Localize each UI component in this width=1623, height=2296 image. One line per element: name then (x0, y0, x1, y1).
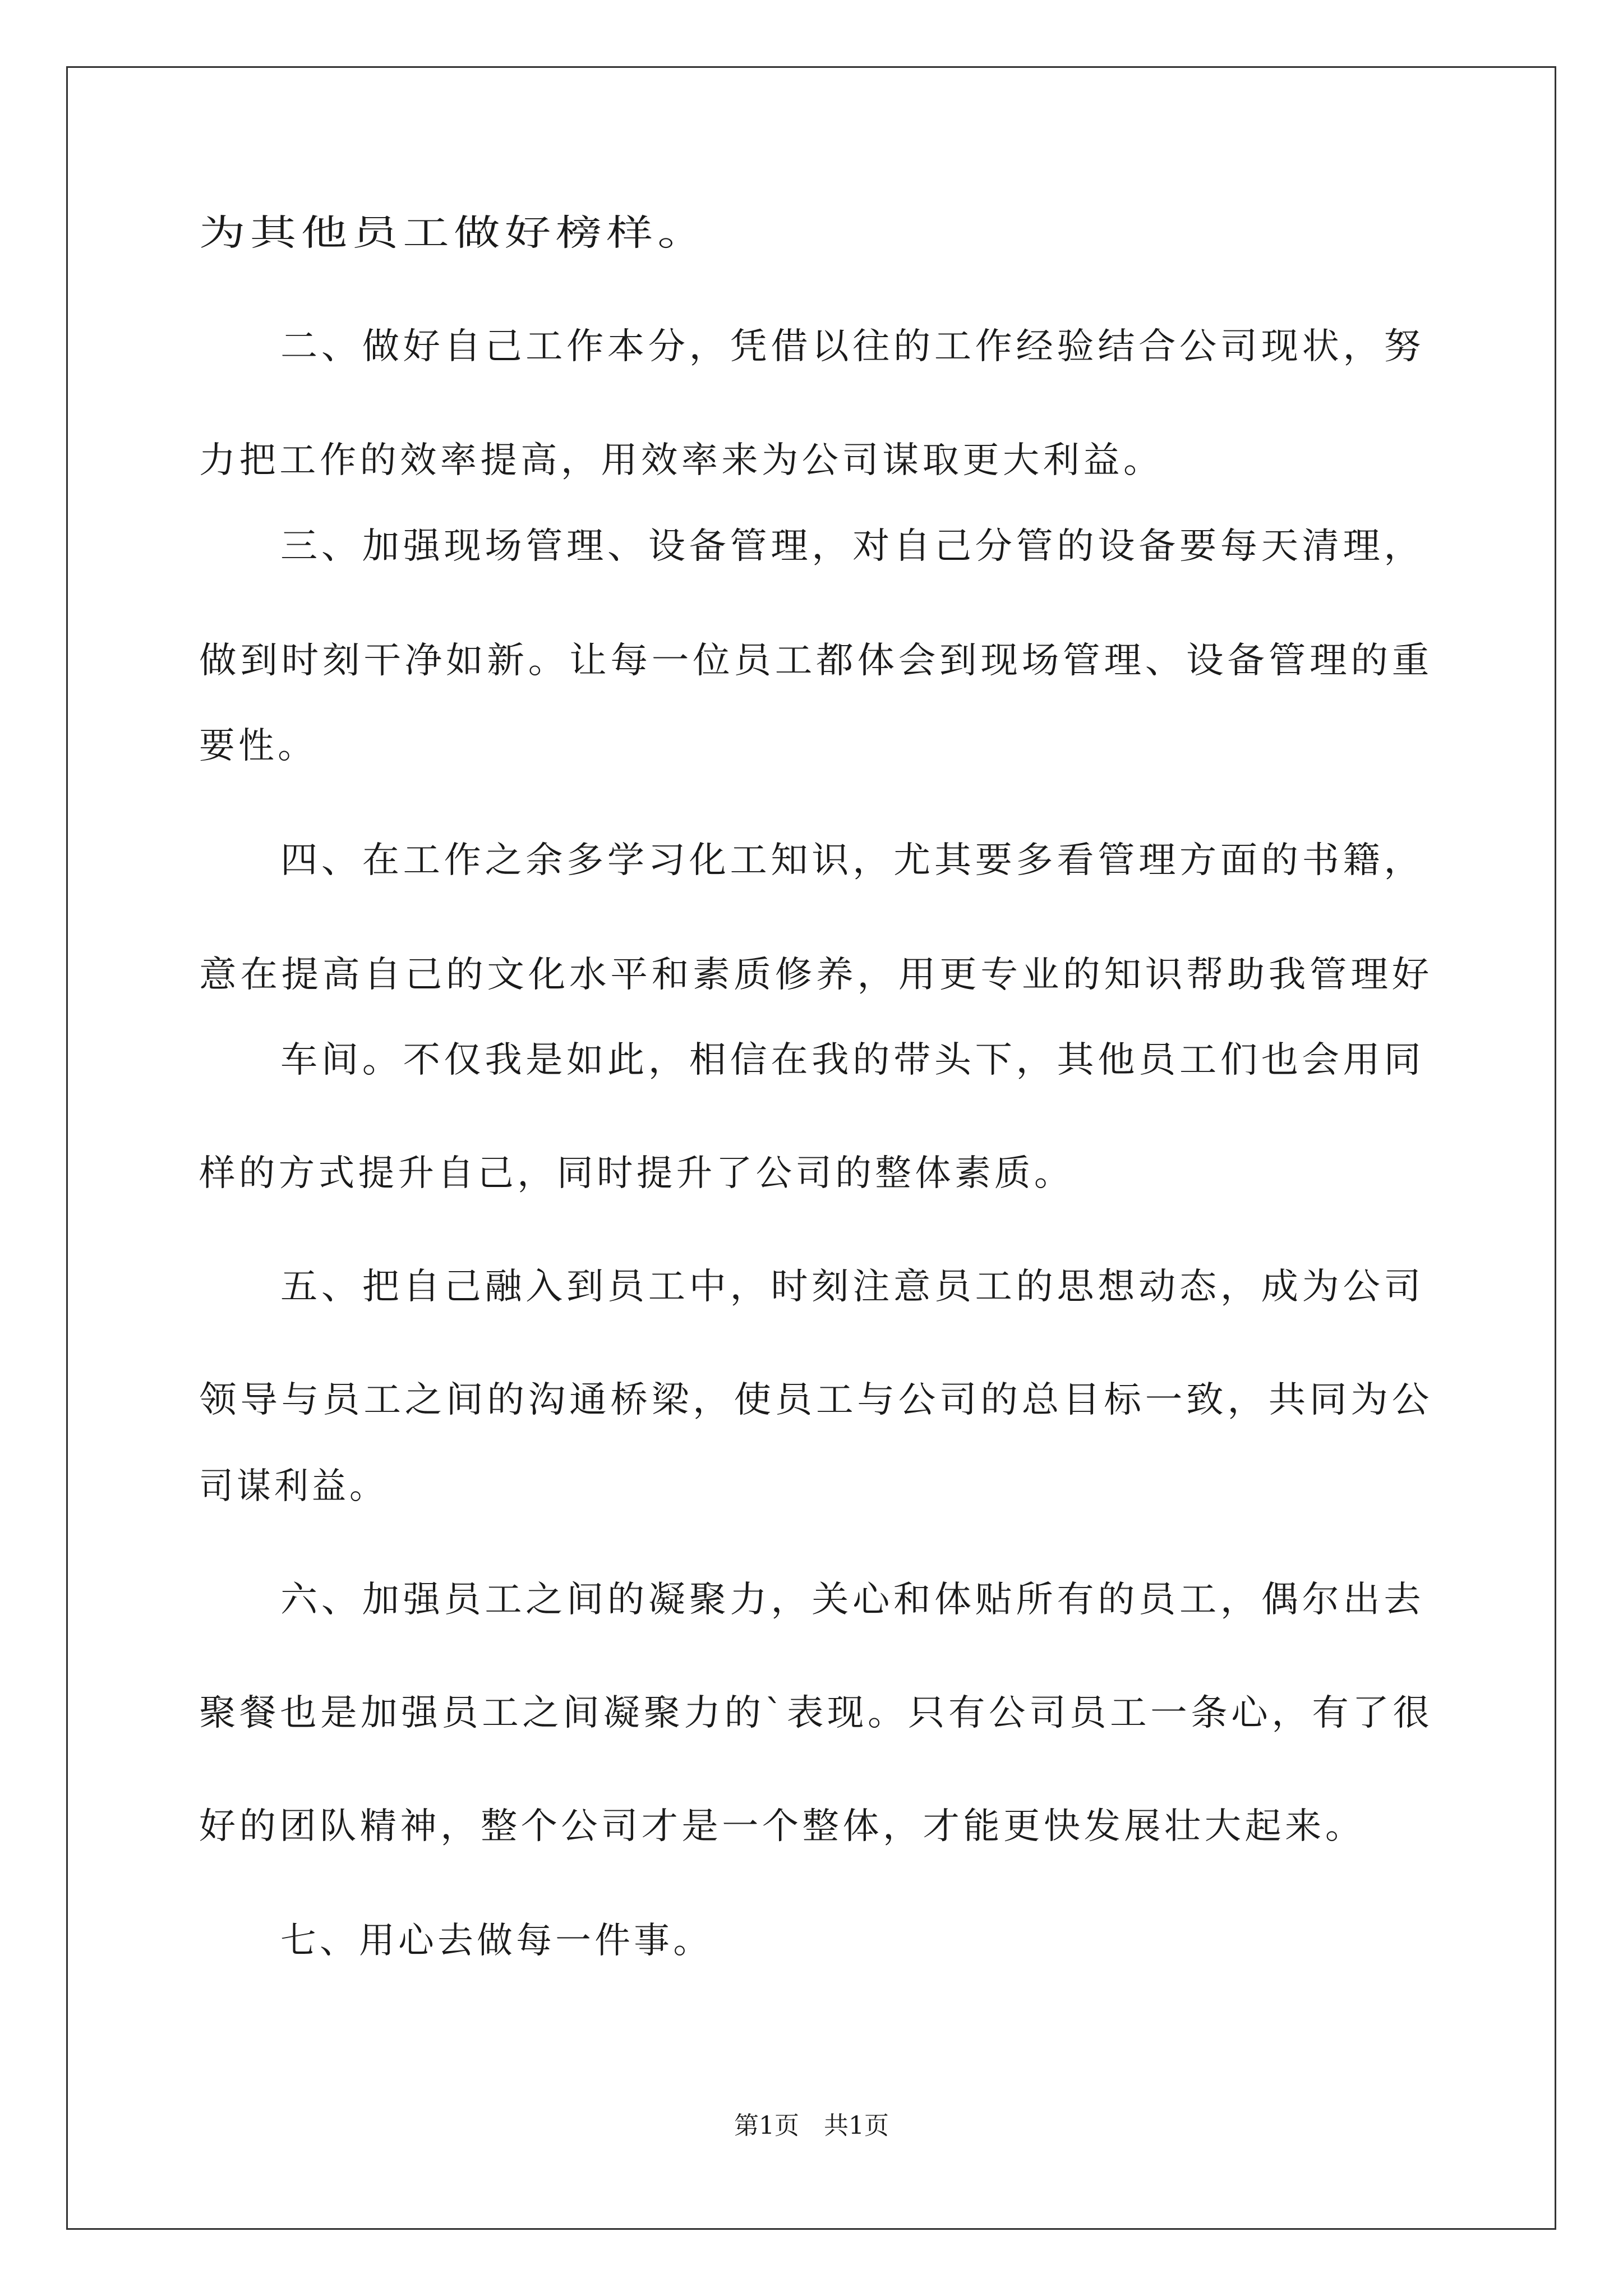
paragraph-line: 要性。 (199, 725, 317, 767)
paragraph-line: 二、做好自己工作本分，凭借以往的工作经验结合公司现状，努 (280, 326, 1425, 367)
paragraph-line: 三、加强现场管理、设备管理，对自己分管的设备要每天清理， (280, 526, 1425, 567)
paragraph-line: 七、用心去做每一件事。 (280, 1920, 713, 1962)
paragraph-line: 四、在工作之余多学习化工知识，尤其要多看管理方面的书籍， (280, 840, 1425, 881)
paragraph-line: 样的方式提升自己，同时提升了公司的整体素质。 (199, 1153, 1074, 1194)
paragraph-line: 力把工作的效率提高，用效率来为公司谋取更大利益。 (199, 440, 1164, 481)
paragraph-line: 做到时刻干净如新。让每一位员工都体会到现场管理、设备管理的重 (199, 640, 1433, 682)
paragraph-line: 聚餐也是加强员工之间凝聚力的`表现。只有公司员工一条心，有了很 (199, 1692, 1433, 1734)
paragraph-line: 领导与员工之间的沟通桥梁，使员工与公司的总目标一致，共同为公 (199, 1379, 1433, 1421)
paragraph-line: 好的团队精神，整个公司才是一个整体，才能更快发展壮大起来。 (199, 1806, 1366, 1847)
paragraph-line: 司谋利益。 (199, 1466, 387, 1507)
paragraph-line: 六、加强员工之间的凝聚力，关心和体贴所有的员工，偶尔出去 (280, 1579, 1425, 1621)
paragraph-line: 五、把自己融入到员工中，时刻注意员工的思想动态，成为公司 (280, 1266, 1425, 1308)
paragraph-line: 为其他员工做好榜样。 (199, 213, 709, 254)
paragraph-line: 车间。不仅我是如此，相信在我的带头下，其他员工们也会用同 (280, 1039, 1425, 1081)
paragraph-line: 意在提高自己的文化水平和素质修养，用更专业的知识帮助我管理好 (199, 954, 1433, 996)
page-footer: 第1页 共1页 (734, 2111, 889, 2140)
